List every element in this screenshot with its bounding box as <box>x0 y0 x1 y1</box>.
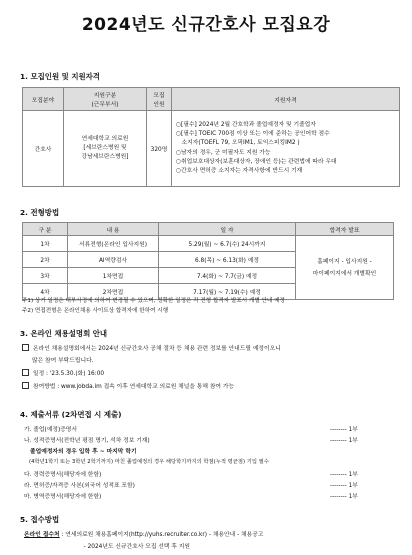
info-text: 참여방법 : www.jobda.im 접속 이후 연세대학교 의료원 채널을 통해 참여 가능 <box>33 384 235 390</box>
info-item <box>22 368 104 377</box>
result-cell: 홈페이지 - 입사지원 - 마이페이지에서 개별확인 <box>296 236 394 300</box>
header-result: 합격자 발표 <box>296 223 394 236</box>
schedule-note: 주1) 상기 일정은 내부사정에 의하여 변경될 수 있으며, 정확한 일정은 각 전형 합격자 발표시 개별 안내 예정 <box>22 298 285 304</box>
eligibility-header-row <box>23 88 400 111</box>
schedule-row <box>23 236 394 252</box>
schedule-header-row <box>23 223 394 236</box>
info-text: 온라인 채용설명회에서는 2024년 신규간호사 공채 절차 등 채용 관련 정보를 안내드릴 예정이오니 <box>33 346 281 352</box>
document-item: 마. 병역증명서(해당자에 한함) <box>24 494 102 500</box>
date-cell: 6.8(목) ~ 6.13(화) 예정 <box>159 252 296 268</box>
qual-line: ○남자의 경우, 군 미필자도 지원 가능 <box>176 149 271 156</box>
checkbox-square-icon <box>22 344 29 351</box>
header-dept: 지원구분 (근무부서) <box>64 88 147 111</box>
content-cell: 2차면접 <box>68 284 159 300</box>
document-item: 가. 졸업(예정)증명서 <box>24 427 78 433</box>
checkbox-square-icon <box>22 382 29 389</box>
section4-heading: 4. 제출서류 (2차면접 시 제출) <box>20 410 122 419</box>
document-item: 나. 성적증명서(전학년 평점 명기, 석차 정보 기재) <box>24 438 150 444</box>
document-item: 다. 경력증명서(해당자에 한함) <box>24 472 102 478</box>
eligibility-row <box>23 111 400 187</box>
header-count: 모집 인원 <box>147 88 172 111</box>
step-cell: 2차 <box>23 252 68 268</box>
section2-heading: 2. 전형방법 <box>20 208 60 217</box>
step-cell: 4차 <box>23 284 68 300</box>
application-line <box>24 529 263 538</box>
document-count: -------- 1부 <box>330 472 358 478</box>
application-url-text: : 연세의료원 채용홈페이지(http://yuhs.recruiter.co.kr) - 채용안내 - 채용공고 <box>59 532 264 538</box>
qual-line: ○간호사 면허증 소지자는 자격사항에 반드시 기재 <box>176 168 303 175</box>
info-text: 많은 참여 부탁드립니다. <box>32 358 94 364</box>
date-cell: 7.17(월) ~ 7.19(수) 예정 <box>159 284 296 300</box>
info-item <box>22 381 234 390</box>
field-cell: 간호사 <box>23 111 64 187</box>
section3-heading: 3. 온라인 채용설명회 안내 <box>20 329 108 338</box>
content-cell: 1차면접 <box>68 268 159 284</box>
qual-line: ○[필수] 2024년 2월 간호학과 졸업예정자 및 기졸업자 <box>176 121 316 128</box>
header-step: 구 분 <box>23 223 68 236</box>
section5-heading: 5. 접수방법 <box>20 515 60 524</box>
date-cell: 7.4(화) ~ 7.7(금) 예정 <box>159 268 296 284</box>
section1-heading: 1. 모집인원 및 지원자격 <box>20 72 100 81</box>
header-qualifications: 지원자격 <box>172 88 400 111</box>
count-cell: 320명 <box>147 111 172 187</box>
page-title: 2024년도 신규간호사 모집요강 <box>81 15 331 35</box>
schedule-note: 주2) 면접전형은 온라인채용 사이트상 합격자에 한하여 시행 <box>22 308 169 314</box>
document-count: -------- 1부 <box>330 483 358 489</box>
document-count: -------- 1부 <box>330 494 358 500</box>
document-count: -------- 1부 <box>330 438 358 444</box>
qual-line: ○[필수] TOEIC 700점 이상 또는 이에 준하는 공인어학 점수 <box>176 130 330 137</box>
eligibility-table <box>22 87 400 187</box>
qual-line: 소지자(TOEFL 79, 오픽IM1, 토익스피킹IM2 ) <box>176 140 300 147</box>
application-label: 온라인 접수처 <box>24 532 60 538</box>
info-text: 일정 : '23.5.30.(화) 16:00 <box>33 371 105 377</box>
header-date: 일 자 <box>159 223 296 236</box>
header-content: 내 용 <box>68 223 159 236</box>
content-cell: AI역량검사 <box>68 252 159 268</box>
step-cell: 3차 <box>23 268 68 284</box>
content-cell: 서류전형(온라인 입사지원) <box>68 236 159 252</box>
document-count: -------- 1부 <box>330 427 358 433</box>
document-item: 라. 면허증/자격증 사본(외국어 성적표 포함) <box>24 483 135 489</box>
header-field: 모집분야 <box>23 88 64 111</box>
document-detail: 졸업예정자의 경우 입학 후 ~ 마지막 학기 <box>24 449 137 455</box>
date-cell: 5.29(월) ~ 6.7(수) 24시까지 <box>159 236 296 252</box>
step-cell: 1차 <box>23 236 68 252</box>
dept-cell: 연세대학교 의료원 [세브란스병원 및 강남세브란스병원] <box>64 111 147 187</box>
checkbox-square-icon <box>22 369 29 376</box>
schedule-table <box>22 222 394 300</box>
application-line: - 2024년도 신규간호사 모집 선택 후 지원 <box>80 544 190 550</box>
document-detail: (4학년1학기 또는 3학년 2학기까지) 마친 졸업예정의 경우 해당학기까지의 학점(누적 평균점) 기입 필수 <box>24 459 269 465</box>
qualifications-cell <box>172 111 400 187</box>
info-item <box>22 343 281 352</box>
qual-line: ○취업보호대상자(보훈대상자, 장애인 등)는 관련법에 따라 우대 <box>176 158 337 165</box>
